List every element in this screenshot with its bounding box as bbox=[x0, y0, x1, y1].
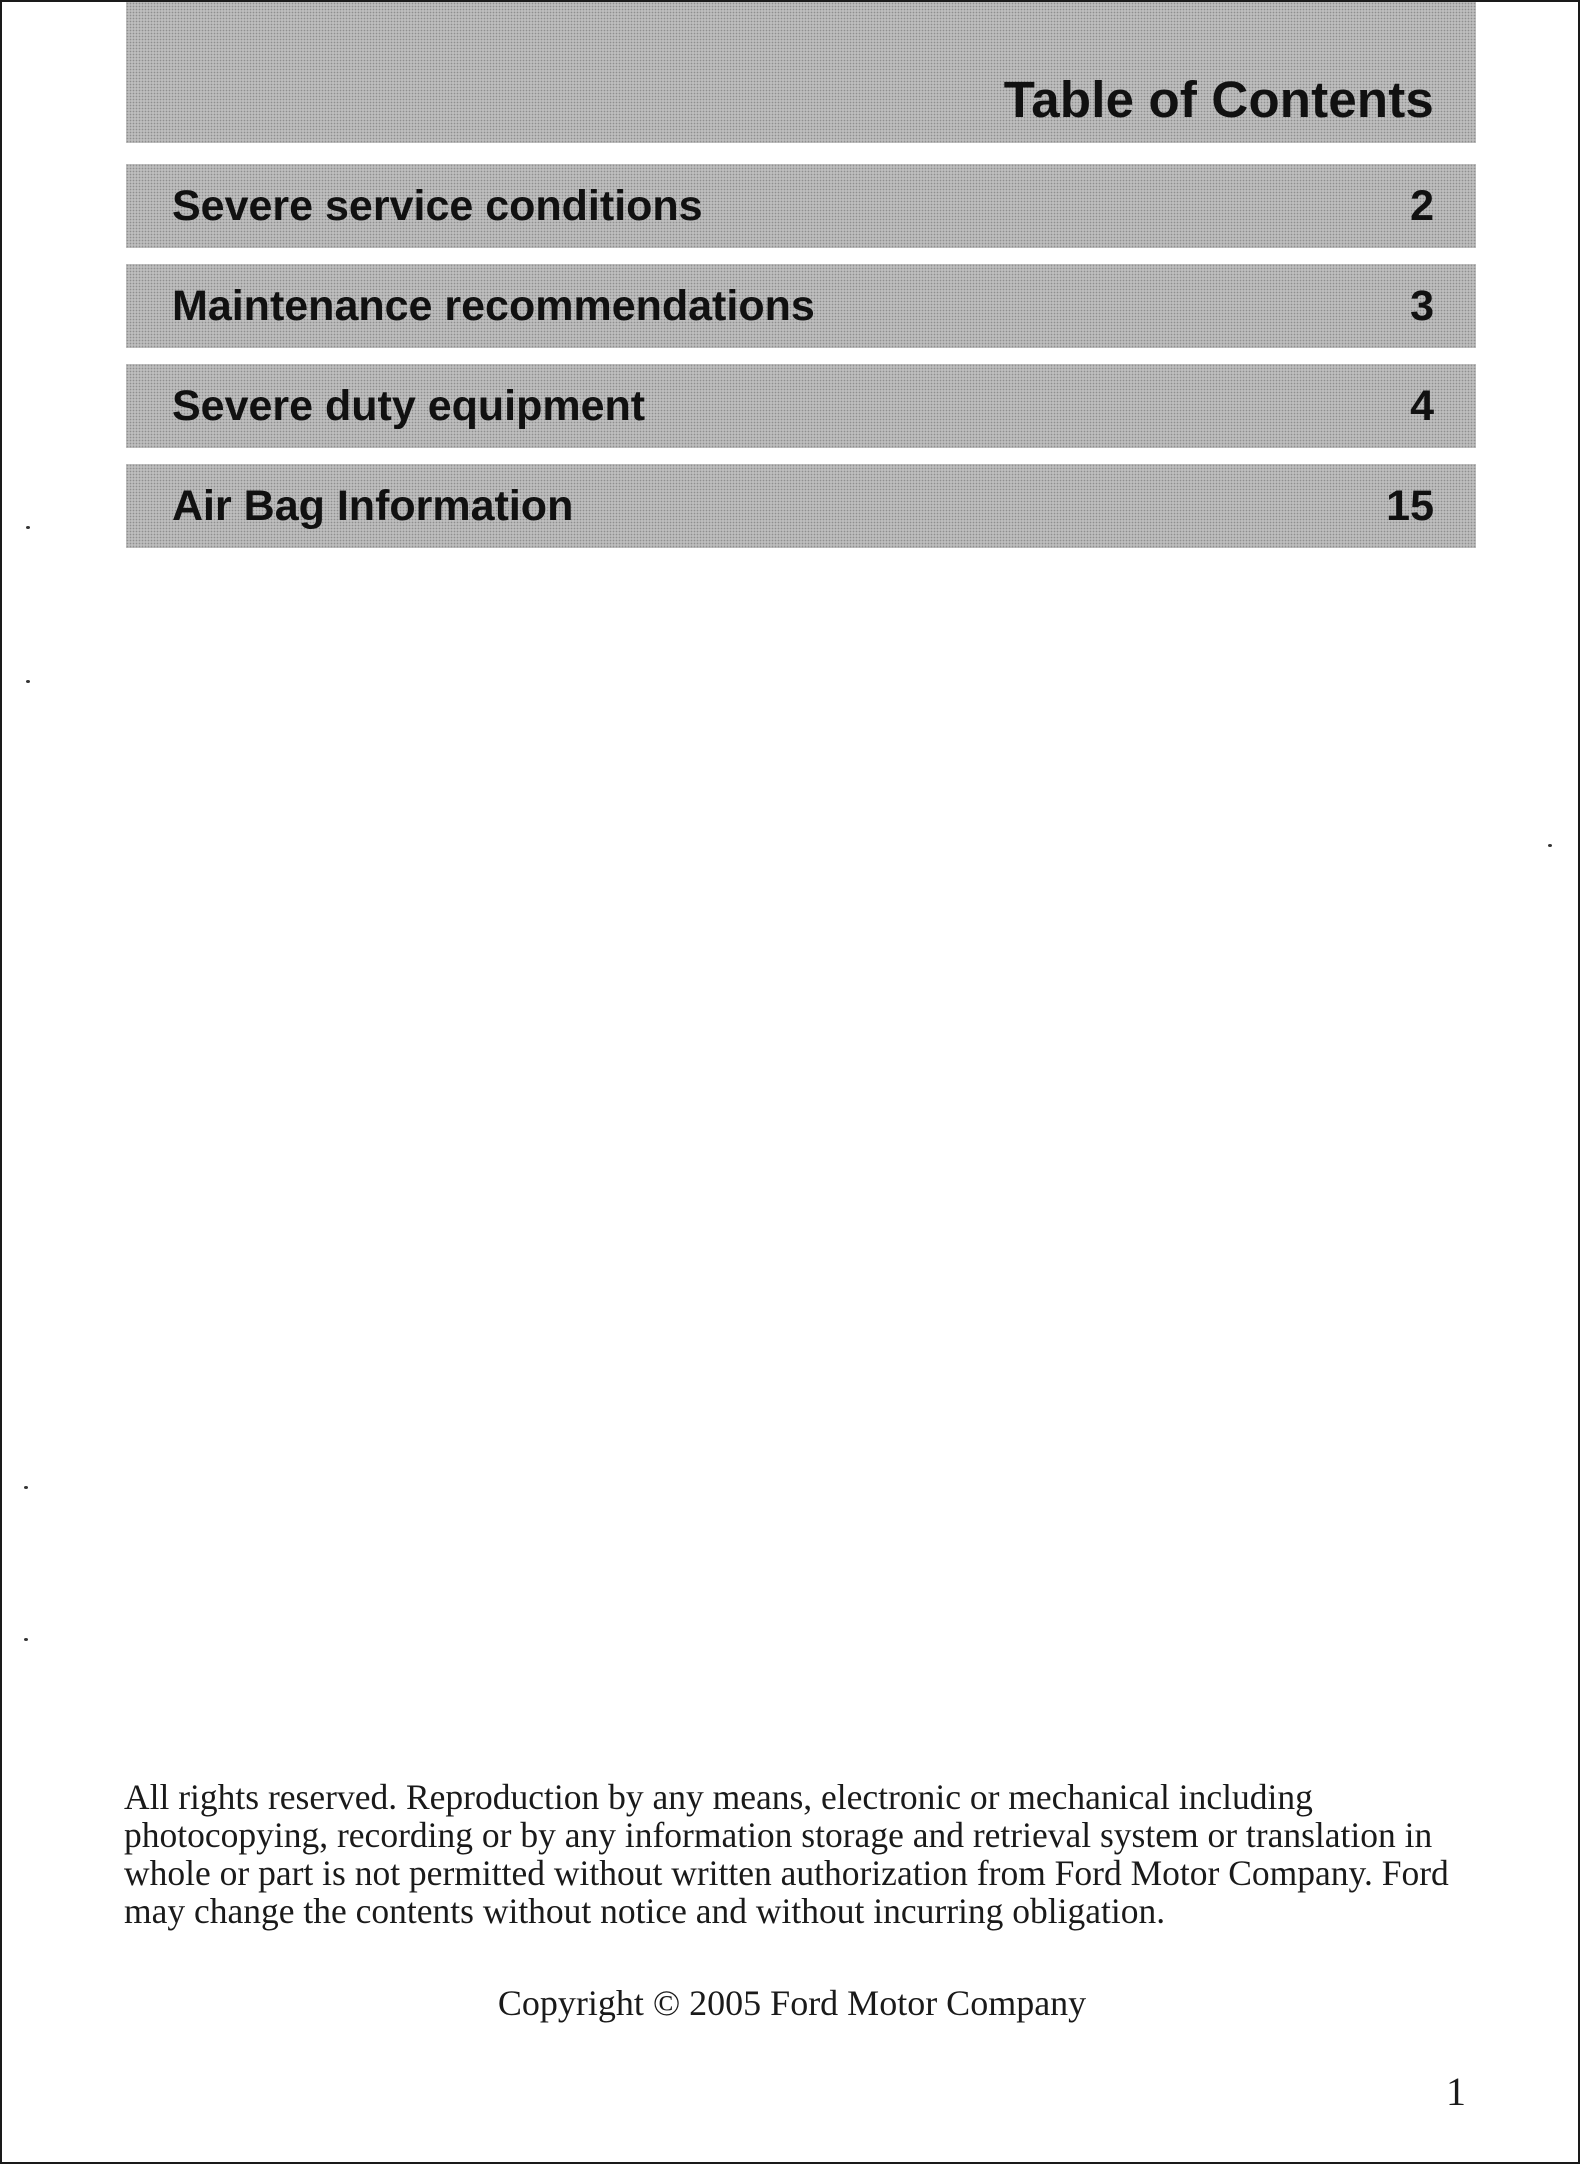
toc-entry-label: Air Bag Information bbox=[172, 482, 574, 530]
toc-entry-severe-duty-equipment[interactable] bbox=[126, 364, 1476, 448]
legal-notice: All rights reserved. Reproduction by any means, electronic or mechanical including photocopying, recording or by any information storage and retrieval system or translation in whole or part is not permitted without written authorization from Ford Motor Company. Ford may change the contents without notice and without incurring obligation. bbox=[124, 1777, 1449, 1931]
page-number: 1 bbox=[1446, 2069, 1466, 2114]
toc-entry-page-number: 2 bbox=[1410, 182, 1434, 230]
scan-speck bbox=[26, 680, 30, 683]
toc-entry-page-number: 4 bbox=[1410, 382, 1434, 430]
toc-list bbox=[126, 164, 1476, 564]
scan-speck bbox=[1548, 844, 1552, 847]
toc-entry-page-number: 15 bbox=[1386, 482, 1434, 530]
copyright-line: Copyright © 2005 Ford Motor Company bbox=[497, 1983, 1087, 2023]
toc-entry-page-number: 3 bbox=[1410, 282, 1434, 330]
page-title: Table of Contents bbox=[1003, 71, 1434, 128]
scan-speck bbox=[24, 1638, 28, 1641]
toc-entry-air-bag-information[interactable] bbox=[126, 464, 1476, 548]
scan-speck bbox=[26, 526, 30, 529]
title-band bbox=[126, 2, 1476, 143]
scan-speck bbox=[24, 1486, 28, 1489]
toc-entry-severe-service-conditions[interactable] bbox=[126, 164, 1476, 248]
toc-entry-label: Maintenance recommendations bbox=[172, 282, 815, 330]
toc-entry-maintenance-recommendations[interactable] bbox=[126, 264, 1476, 348]
toc-entry-label: Severe duty equipment bbox=[172, 382, 646, 430]
toc-entry-label: Severe service conditions bbox=[172, 182, 703, 230]
